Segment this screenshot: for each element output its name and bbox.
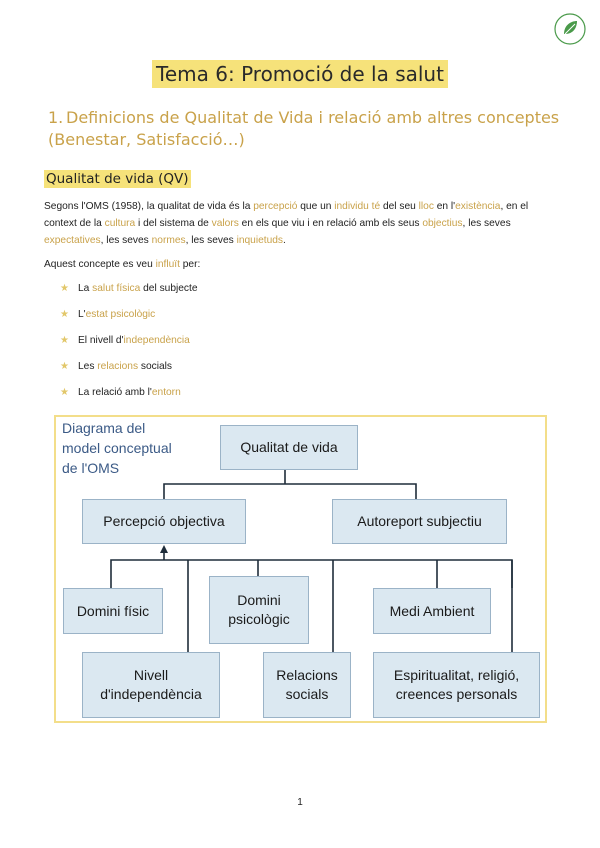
diagram-label-line: model conceptual	[62, 440, 172, 456]
highlighted-term: salut física	[92, 283, 141, 294]
highlighted-term: existència	[455, 201, 501, 212]
star-icon: ★	[60, 283, 69, 294]
node-qualitat-de-vida: Qualitat de vida	[220, 425, 358, 470]
node-nivell-independencia	[82, 652, 220, 718]
highlighted-term: influït	[155, 259, 180, 270]
section-number: 1.	[48, 108, 64, 127]
text-run: La relació amb l'	[78, 387, 152, 398]
highlighted-term: cultura	[104, 218, 136, 229]
text-run: La	[78, 283, 93, 294]
highlighted-term: entorn	[151, 387, 181, 398]
text-run: per:	[179, 259, 201, 270]
highlighted-term: expectatives	[44, 235, 101, 246]
text-run: L'	[78, 309, 86, 320]
page-title: Tema 6: Promoció de la salut	[152, 60, 448, 88]
highlighted-term: inquietuds	[236, 235, 284, 246]
subsection-heading: Qualitat de vida (QV)	[46, 171, 189, 187]
star-icon: ★	[60, 309, 69, 320]
node-medi-ambient: Medi Ambient	[373, 588, 491, 634]
highlighted-term: independència	[123, 335, 190, 346]
text-run: socials	[138, 361, 173, 372]
text-run: , les seves	[185, 235, 237, 246]
text-run: Segons l'OMS (1958), la qualitat de vida és la	[44, 201, 254, 212]
text-run: en l'	[433, 201, 456, 212]
highlighted-term: lloc	[418, 201, 434, 212]
highlighted-term: valors	[211, 218, 239, 229]
text-run: del subjecte	[140, 283, 198, 294]
highlighted-term: percepció	[253, 201, 298, 212]
highlighted-term: individu té	[334, 201, 381, 212]
text-run: , en el context de la	[44, 201, 529, 229]
node-domini-fisic: Domini físic	[63, 588, 163, 634]
node-espiritualitat	[373, 652, 540, 718]
node-relacions-socials	[263, 652, 351, 718]
text-run: Aquest concepte es veu	[44, 259, 156, 270]
star-icon: ★	[60, 335, 69, 346]
text-run: Les	[78, 361, 98, 372]
text-run: que un	[297, 201, 335, 212]
highlighted-term: objectius	[422, 218, 463, 229]
star-icon: ★	[60, 361, 69, 372]
highlighted-term: relacions	[97, 361, 139, 372]
node-line: Relacions	[276, 667, 338, 683]
text-run: .	[283, 235, 286, 246]
node-domini-psicologic	[209, 576, 309, 644]
node-line: psicològic	[228, 611, 290, 627]
node-autoreport-subjectiu: Autoreport subjectiu	[332, 499, 507, 544]
text-run: , les seves	[462, 218, 511, 229]
text-run: El nivell d'	[78, 335, 124, 346]
text-run: del seu	[380, 201, 419, 212]
node-line: d'independència	[100, 686, 202, 702]
section-text: Definicions de Qualitat de Vida i relació amb altres conceptes (Benestar, Satisfacció…)	[48, 108, 560, 149]
node-percepcio-objectiva: Percepció objectiva	[82, 499, 246, 544]
highlighted-term: normes	[151, 235, 186, 246]
node-line: socials	[285, 686, 329, 702]
diagram-label-line: de l'OMS	[62, 460, 120, 476]
text-run: en els que viu i en relació amb els seus	[238, 218, 423, 229]
text-run: , les seves	[100, 235, 152, 246]
page-number: 1	[297, 797, 303, 808]
text-run: i del sistema de	[135, 218, 212, 229]
star-icon: ★	[60, 387, 69, 398]
node-line: Nivell	[133, 667, 169, 683]
node-line: creences personals	[395, 686, 518, 702]
highlighted-term: estat psicològic	[85, 309, 156, 320]
node-line: Espiritualitat, religió,	[393, 667, 520, 683]
node-line: Domini	[237, 592, 281, 608]
diagram-label-line: Diagrama del	[62, 420, 146, 436]
